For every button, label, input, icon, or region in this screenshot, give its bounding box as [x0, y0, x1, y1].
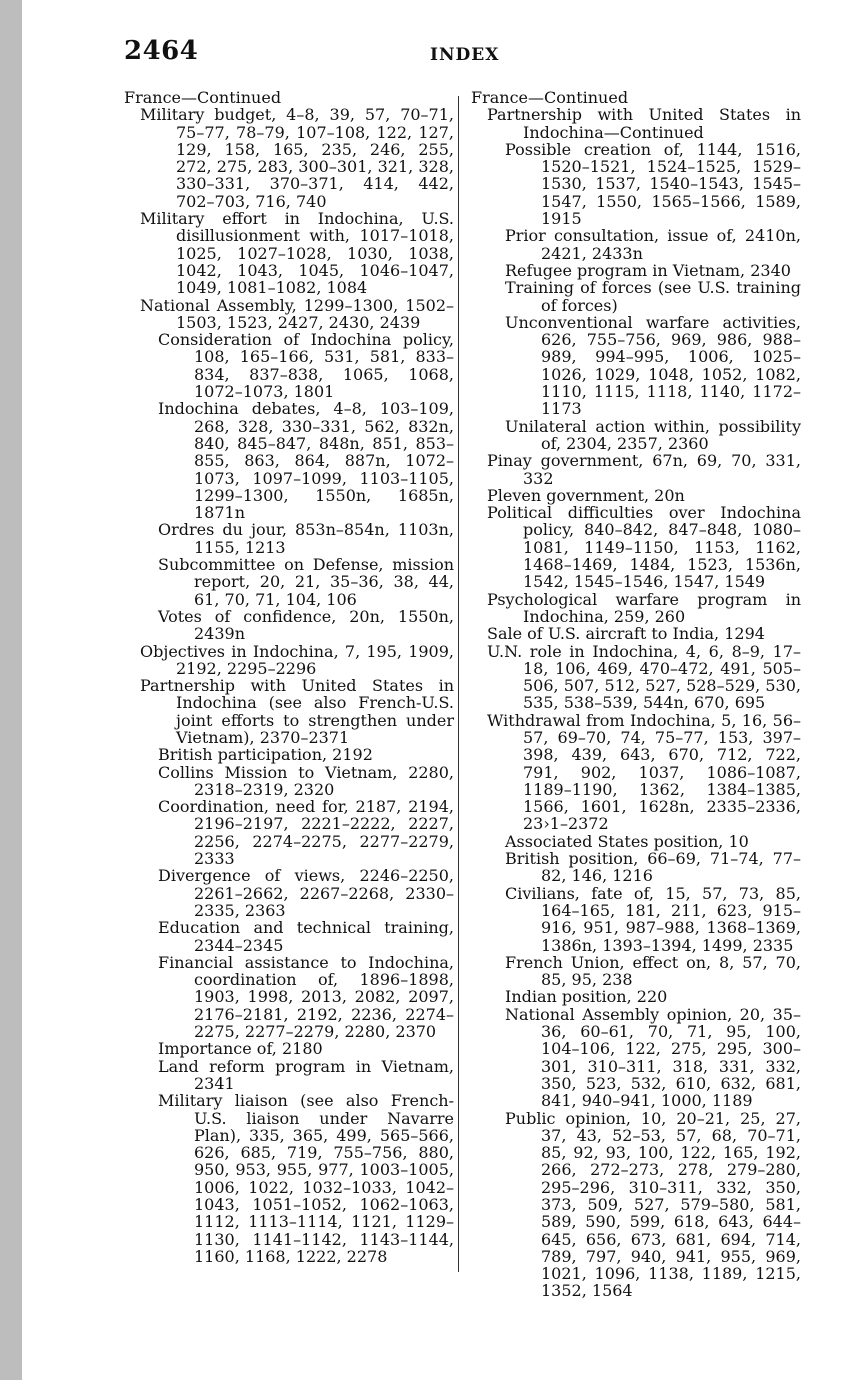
- index-entry: Military effort in Indochina, U.S. disillusionment with, 1017–1018, 1025, 1027–1028, 1030, 1038, 1042, 1043, 1045, 1046–1047, 1049, 1081–1082, 1084: [140, 209, 454, 298]
- index-entry: Objectives in Indochina, 7, 195, 1909, 2192, 2295–2296: [140, 641, 454, 678]
- index-entry: Ordres du jour, 853n–854n, 1103n, 1155, 1213: [158, 520, 454, 557]
- index-entry: Unilateral action within, possibility of, 2304, 2357, 2360: [505, 416, 801, 453]
- index-entry: Indian position, 220: [505, 987, 668, 1007]
- index-entry: National Assembly opinion, 20, 35–36, 60–61, 70, 71, 95, 100, 104–106, 122, 275, 295, 300–301, 310–311, 318, 331, 332, 350, 523, 532, 610, 632, 681, 841, 940–941, 1000, 1189: [505, 1004, 801, 1111]
- index-entry: Training of forces (see U.S. training of forces): [505, 278, 801, 315]
- index-entry: Political difficulties over Indochina policy, 840–842, 847–848, 1080–1081, 1149–1150, 1153, 1162, 1468–1469, 1484, 1523, 1536n, 1542, 1545–1546, 1547, 1549: [487, 503, 801, 592]
- index-entry: Partnership with United States in Indochina (see also French-U.S. joint efforts to strengthen under Vietnam), 2370–2371: [140, 676, 454, 747]
- index-entry: Subcommittee on Defense, mission report, 20, 21, 35–36, 38, 44, 61, 70, 71, 104, 106: [158, 555, 454, 609]
- index-entry: Prior consultation, issue of, 2410n, 2421, 2433n: [505, 226, 801, 263]
- index-entry: Coordination, need for, 2187, 2194, 2196–2197, 2221–2222, 2227, 2256, 2274–2275, 2277–2279, 2333: [158, 797, 454, 869]
- index-entry: Consideration of Indochina policy, 108, 165–166, 531, 581, 833–834, 837–838, 1065, 1068, 1072–1073, 1801: [158, 330, 454, 402]
- index-entry: U.N. role in Indochina, 4, 6, 8–9, 17–18, 106, 469, 470–472, 491, 505–506, 507, 512, 527, 528–529, 530, 535, 538–539, 544n, 670, 695: [487, 641, 801, 713]
- index-column-left: [124, 89, 454, 1265]
- index-entry: Sale of U.S. aircraft to India, 1294: [487, 624, 765, 644]
- index-entry: British position, 66–69, 71–74, 77–82, 146, 1216: [505, 849, 801, 886]
- index-entry: Pleven government, 20n: [487, 485, 685, 505]
- index-entry: Psychological warfare program in Indochina, 259, 260: [487, 589, 801, 626]
- index-entry: Civilians, fate of, 15, 57, 73, 85, 164–165, 181, 211, 623, 915–916, 951, 987–988, 1368–1369, 1386n, 1393–1394, 1499, 2335: [505, 883, 801, 955]
- index-entry: Votes of confidence, 20n, 1550n, 2439n: [158, 606, 454, 644]
- index-entry: Land reform program in Vietnam, 2341: [158, 1056, 454, 1093]
- index-entry: Military budget, 4–8, 39, 57, 70–71, 75–77, 78–79, 107–108, 122, 127, 129, 158, 165, 235, 246, 255, 272, 275, 283, 300–301, 321, 328, 330–331, 370–371, 414, 442, 702–703, 716, 740: [140, 105, 454, 211]
- index-entry: Possible creation of, 1144, 1516, 1520–1521, 1524–1525, 1529–1530, 1537, 1540–1543, 1545–1547, 1550, 1565–1566, 1589, 1915: [505, 139, 801, 229]
- index-entry: France—Continued: [124, 88, 282, 107]
- index-entry: Withdrawal from Indochina, 5, 16, 56–57, 69–70, 74, 75–77, 153, 397–398, 439, 643, 670, 712, 722, 791, 902, 1037, 1086–1087, 1189–1190, 1362, 1384–1385, 1566, 1601, 1628n, 2335–2336, 23›1–2372: [487, 710, 801, 834]
- column-divider: [458, 96, 459, 1272]
- index-entry: Refugee program in Vietnam, 2340: [505, 260, 791, 280]
- index-entry: French Union, effect on, 8, 57, 70, 85, 95, 238: [505, 952, 801, 990]
- index-entry: Financial assistance to Indochina, coordination of, 1896–1898, 1903, 1998, 2013, 2082, 2097, 2176–2181, 2192, 2236, 2274–2275, 2277–2279, 2280, 2370: [158, 952, 454, 1042]
- index-entry: Public opinion, 10, 20–21, 25, 27, 37, 43, 52–53, 57, 68, 70–71, 85, 92, 93, 100, 122, 165, 192, 266, 272–273, 278, 279–280, 295–296, 310–311, 332, 350, 373, 509, 527, 579–580, 581, 589, 590, 599, 618, 643, 644–645, 656, 673, 681, 694, 714, 789, 797, 940, 941, 955, 969, 1021, 1096, 1138, 1189, 1215, 1352, 1564: [505, 1108, 801, 1301]
- running-head: INDEX: [430, 45, 500, 65]
- scan-edge: [0, 0, 22, 1380]
- index-entry: Education and technical training, 2344–2345: [158, 918, 454, 955]
- index-column-right: [471, 89, 801, 1300]
- index-entry: Partnership with United States in Indochina—Continued: [487, 105, 801, 142]
- index-entry: British participation, 2192: [158, 745, 373, 765]
- index-entry: Importance of, 2180: [158, 1039, 323, 1059]
- index-entry: National Assembly, 1299–1300, 1502–1503, 1523, 2427, 2430, 2439: [140, 295, 454, 332]
- index-entry: Collins Mission to Vietnam, 2280, 2318–2319, 2320: [158, 762, 454, 799]
- index-entry: Indochina debates, 4–8, 103–109, 268, 328, 330–331, 562, 832n, 840, 845–847, 848n, 851, 853–855, 863, 864, 887n, 1072–1073, 1097–1099, 1103–1105, 1299–1300, 1550n, 1685n, 1871n: [158, 399, 454, 523]
- index-entry: Pinay government, 67n, 69, 70, 331, 332: [487, 451, 801, 488]
- index-entry: France—Continued: [471, 88, 629, 107]
- page-number: 2464: [124, 36, 199, 66]
- index-entry: Military liaison (see also French-U.S. liaison under Navarre Plan), 335, 365, 499, 565–566, 626, 685, 719, 755–756, 880, 950, 953, 955, 977, 1003–1005, 1006, 1022, 1032–1033, 1042–1043, 1051–1052, 1062–1063, 1112, 1113–1114, 1121, 1129–1130, 1141–1142, 1143–1144, 1160, 1168, 1222, 2278: [158, 1091, 454, 1266]
- index-entry: Divergence of views, 2246–2250, 2261–2662, 2267–2268, 2330–2335, 2363: [158, 866, 454, 920]
- index-entry: Associated States position, 10: [505, 831, 749, 851]
- index-entry: Unconventional warfare activities, 626, 755–756, 969, 986, 988–989, 994–995, 1006, 1025–1026, 1029, 1048, 1052, 1082, 1110, 1115, 1118, 1140, 1172–1173: [505, 312, 801, 419]
